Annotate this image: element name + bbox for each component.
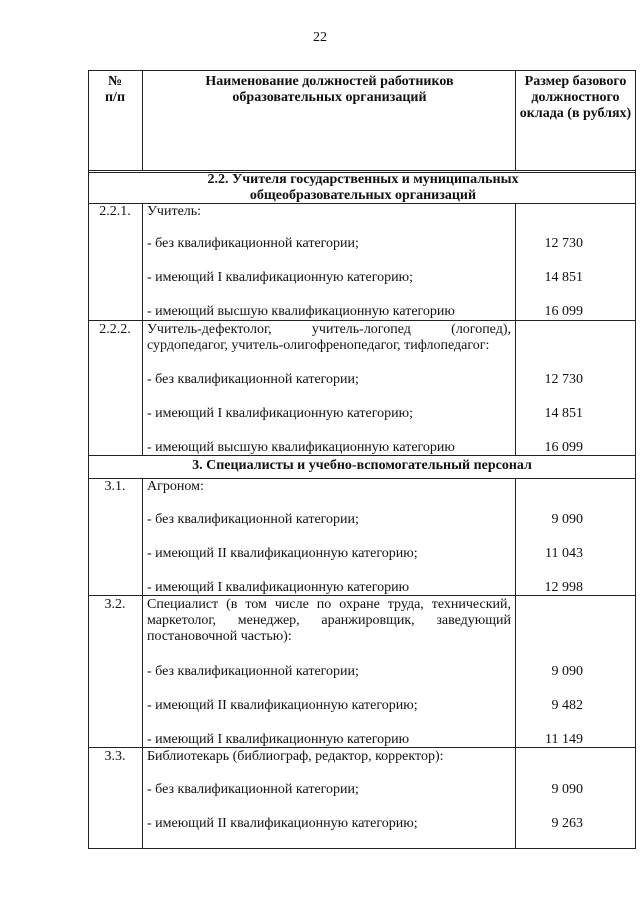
- category-label: - без квалификационной категории;: [147, 512, 359, 527]
- salary-value: 9 263: [551, 816, 583, 831]
- salary-value: 11 149: [545, 732, 583, 747]
- section-title-2-2: 2.2. Учителя государственных и муниципальных общеобразовательных организаций: [207, 172, 519, 203]
- salary-table: [88, 70, 636, 849]
- header-col-name: Наименование должностей работников образовательных организаций: [205, 74, 454, 105]
- salary-value: 16 099: [544, 440, 583, 455]
- salary-value: 12 730: [544, 236, 583, 251]
- salary-value: 14 851: [544, 270, 583, 285]
- header-col-number: № п/п: [104, 74, 126, 105]
- category-label: - без квалификационной категории;: [147, 372, 359, 387]
- row-number: 2.2.2.: [99, 322, 131, 337]
- category-label: - имеющий I квалификационную категорию: [147, 732, 410, 747]
- category-label: - имеющий высшую квалификационную категорию: [147, 440, 455, 455]
- row-title: сурдопедагог, учитель-олигофренопедагог, тифлопедагог:: [147, 338, 490, 353]
- row-title: маркетолог, менеджер, аранжировщик, заведующий: [147, 613, 511, 628]
- row-number: 3.3.: [104, 749, 126, 764]
- salary-value: 9 090: [551, 782, 583, 797]
- category-label: - без квалификационной категории;: [147, 236, 359, 251]
- page-number: 22: [313, 30, 327, 45]
- row-title: постановочной частью):: [147, 629, 292, 644]
- category-label: - имеющий II квалификационную категорию;: [147, 816, 418, 831]
- category-label: - без квалификационной категории;: [147, 664, 359, 679]
- header-col-salary: Размер базового должностного оклада (в рублях): [519, 74, 632, 121]
- category-label: - имеющий I квалификационную категорию;: [147, 406, 413, 421]
- row-title: Учитель:: [147, 204, 202, 219]
- section-title-3: 3. Специалисты и учебно-вспомогательный персонал: [192, 458, 532, 473]
- salary-value: 12 730: [544, 372, 583, 387]
- category-label: - имеющий высшую квалификационную категорию: [147, 304, 455, 319]
- category-label: - имеющий I квалификационную категорию;: [147, 270, 413, 285]
- row-title: Библиотекарь (библиограф, редактор, корректор):: [147, 749, 444, 764]
- row-number: 3.1.: [104, 479, 126, 494]
- row-number: 2.2.1.: [99, 204, 131, 219]
- row-title: Учитель-дефектолог, учитель-логопед (логопед),: [147, 322, 511, 337]
- salary-value: 9 090: [551, 512, 583, 527]
- category-label: - без квалификационной категории;: [147, 782, 359, 797]
- salary-value: 9 090: [551, 664, 583, 679]
- row-title: Специалист (в том числе по охране труда, технический,: [147, 597, 511, 612]
- row-title: Агроном:: [147, 479, 204, 494]
- category-label: - имеющий II квалификационную категорию;: [147, 546, 418, 561]
- row-number: 3.2.: [104, 597, 126, 612]
- category-label: - имеющий II квалификационную категорию;: [147, 698, 418, 713]
- salary-value: 16 099: [544, 304, 583, 319]
- salary-value: 14 851: [544, 406, 583, 421]
- category-label: - имеющий I квалификационную категорию: [147, 580, 410, 595]
- salary-value: 9 482: [551, 698, 583, 713]
- salary-value: 11 043: [545, 546, 583, 561]
- salary-value: 12 998: [544, 580, 583, 595]
